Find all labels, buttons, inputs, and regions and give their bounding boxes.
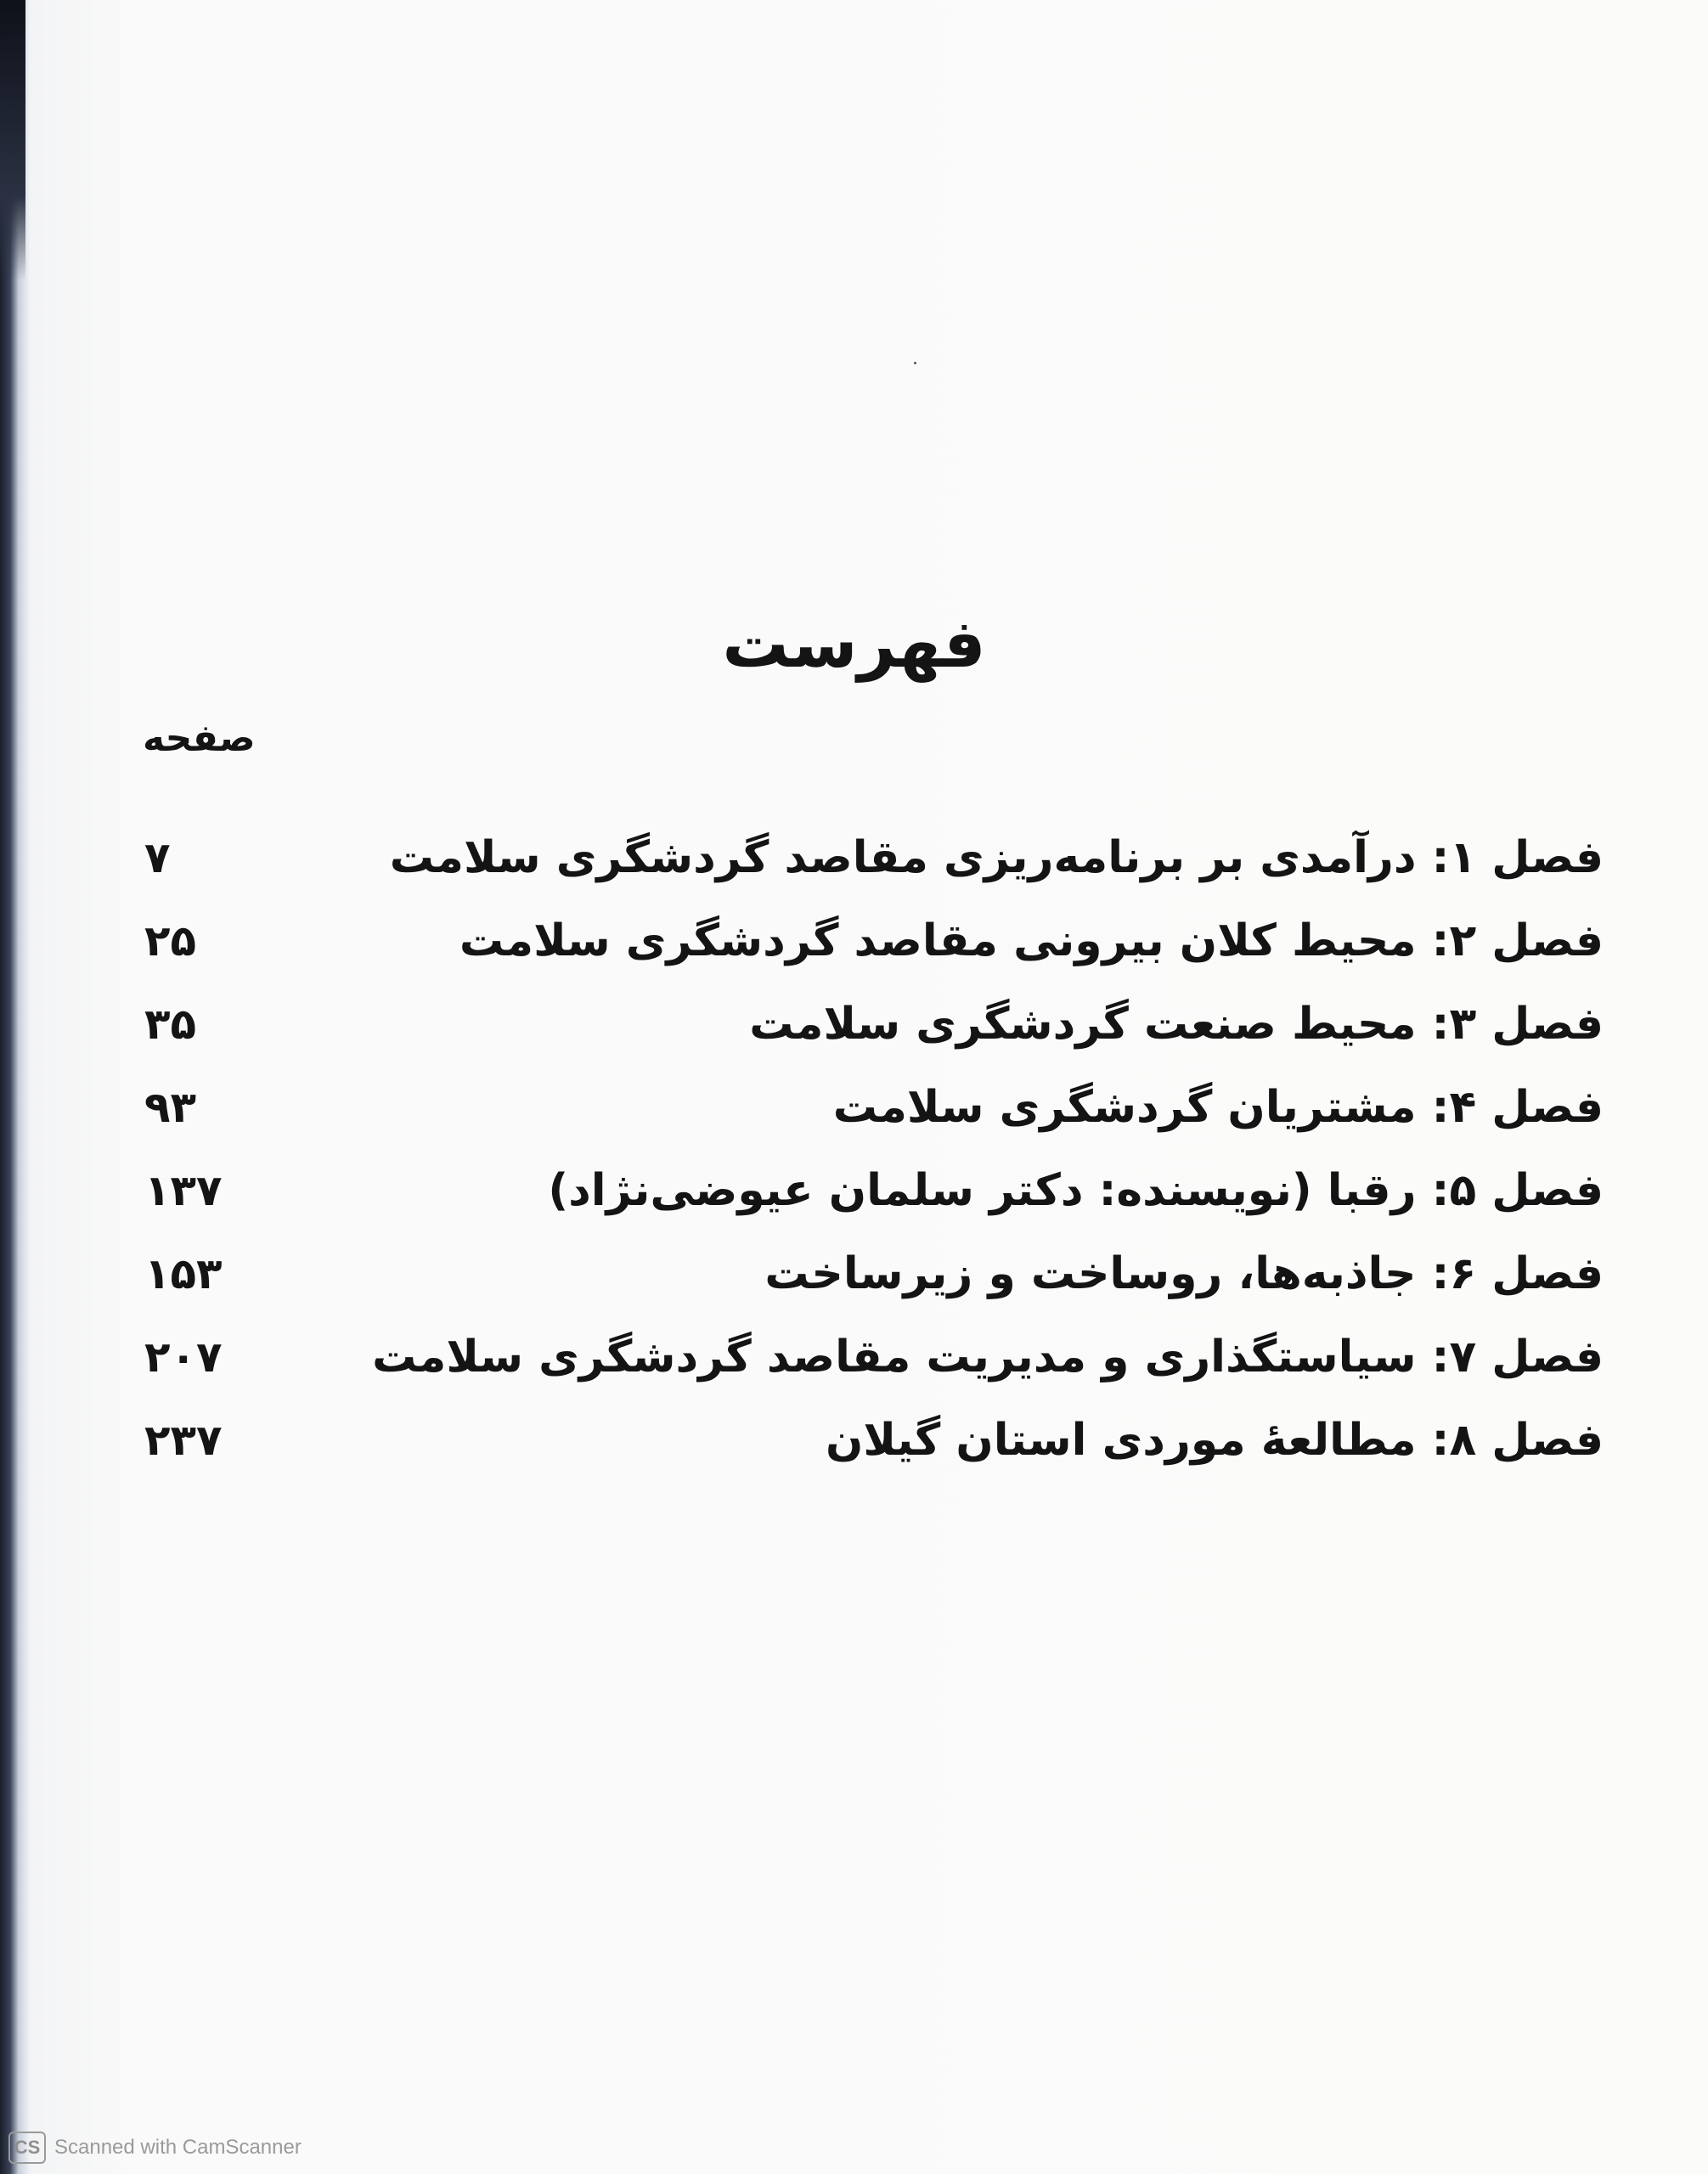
- toc-entry[interactable]: [144, 1244, 1604, 1304]
- toc-entry-title: فصل ۵: رقبا (نویسنده: دکتر سلمان عیوضی‌نژاد): [548, 1165, 1604, 1216]
- toc-entry-page: ۳۵: [144, 1000, 197, 1049]
- toc-entry-page: ۷: [144, 833, 171, 882]
- toc-entry[interactable]: [144, 1161, 1604, 1220]
- toc-title: فهرست: [722, 606, 986, 683]
- toc-entry-title: فصل ۷: سیاستگذاری و مدیریت مقاصد گردشگری سلامت: [372, 1332, 1604, 1383]
- toc-entry-page: ۲۰۷: [144, 1332, 223, 1382]
- camscanner-watermark: [8, 2130, 302, 2166]
- toc-entry[interactable]: [144, 1327, 1604, 1387]
- toc-entry-page: ۱۳۷: [144, 1166, 223, 1215]
- toc-entry-title: فصل ۱: درآمدی بر برنامه‌ریزی مقاصد گردشگری سلامت: [389, 832, 1604, 883]
- toc-entry-title: فصل ۶: جاذبه‌ها، روساخت و زیرساخت: [764, 1248, 1604, 1299]
- toc-entry-title: فصل ۲: محیط کلان بیرونی مقاصد گردشگری سلامت: [459, 915, 1604, 966]
- page-column-label: صفحه: [143, 717, 256, 760]
- book-binding-edge: [0, 0, 29, 2174]
- toc-entry-page: ۹۳: [144, 1083, 197, 1132]
- toc-entry-page: ۱۵۳: [144, 1249, 223, 1298]
- toc-entry[interactable]: [144, 1411, 1604, 1470]
- binding-shadow: [0, 0, 25, 280]
- toc-entry-page: ۲۳۷: [144, 1416, 223, 1465]
- toc-entry[interactable]: [144, 1078, 1604, 1137]
- dust-speck: [914, 362, 916, 364]
- toc-entry-title: فصل ۸: مطالعهٔ موردی استان گیلان: [825, 1415, 1604, 1466]
- toc-entry-title: فصل ۳: محیط صنعت گردشگری سلامت: [749, 999, 1604, 1050]
- watermark-text: Scanned with CamScanner: [54, 2136, 302, 2159]
- toc-entry[interactable]: [144, 911, 1604, 971]
- toc-entry[interactable]: [144, 828, 1604, 887]
- toc-entry[interactable]: [144, 994, 1604, 1054]
- camscanner-logo-icon: CS: [8, 2132, 46, 2164]
- toc-entry-title: فصل ۴: مشتریان گردشگری سلامت: [832, 1082, 1604, 1133]
- toc-entry-page: ۲۵: [144, 916, 197, 966]
